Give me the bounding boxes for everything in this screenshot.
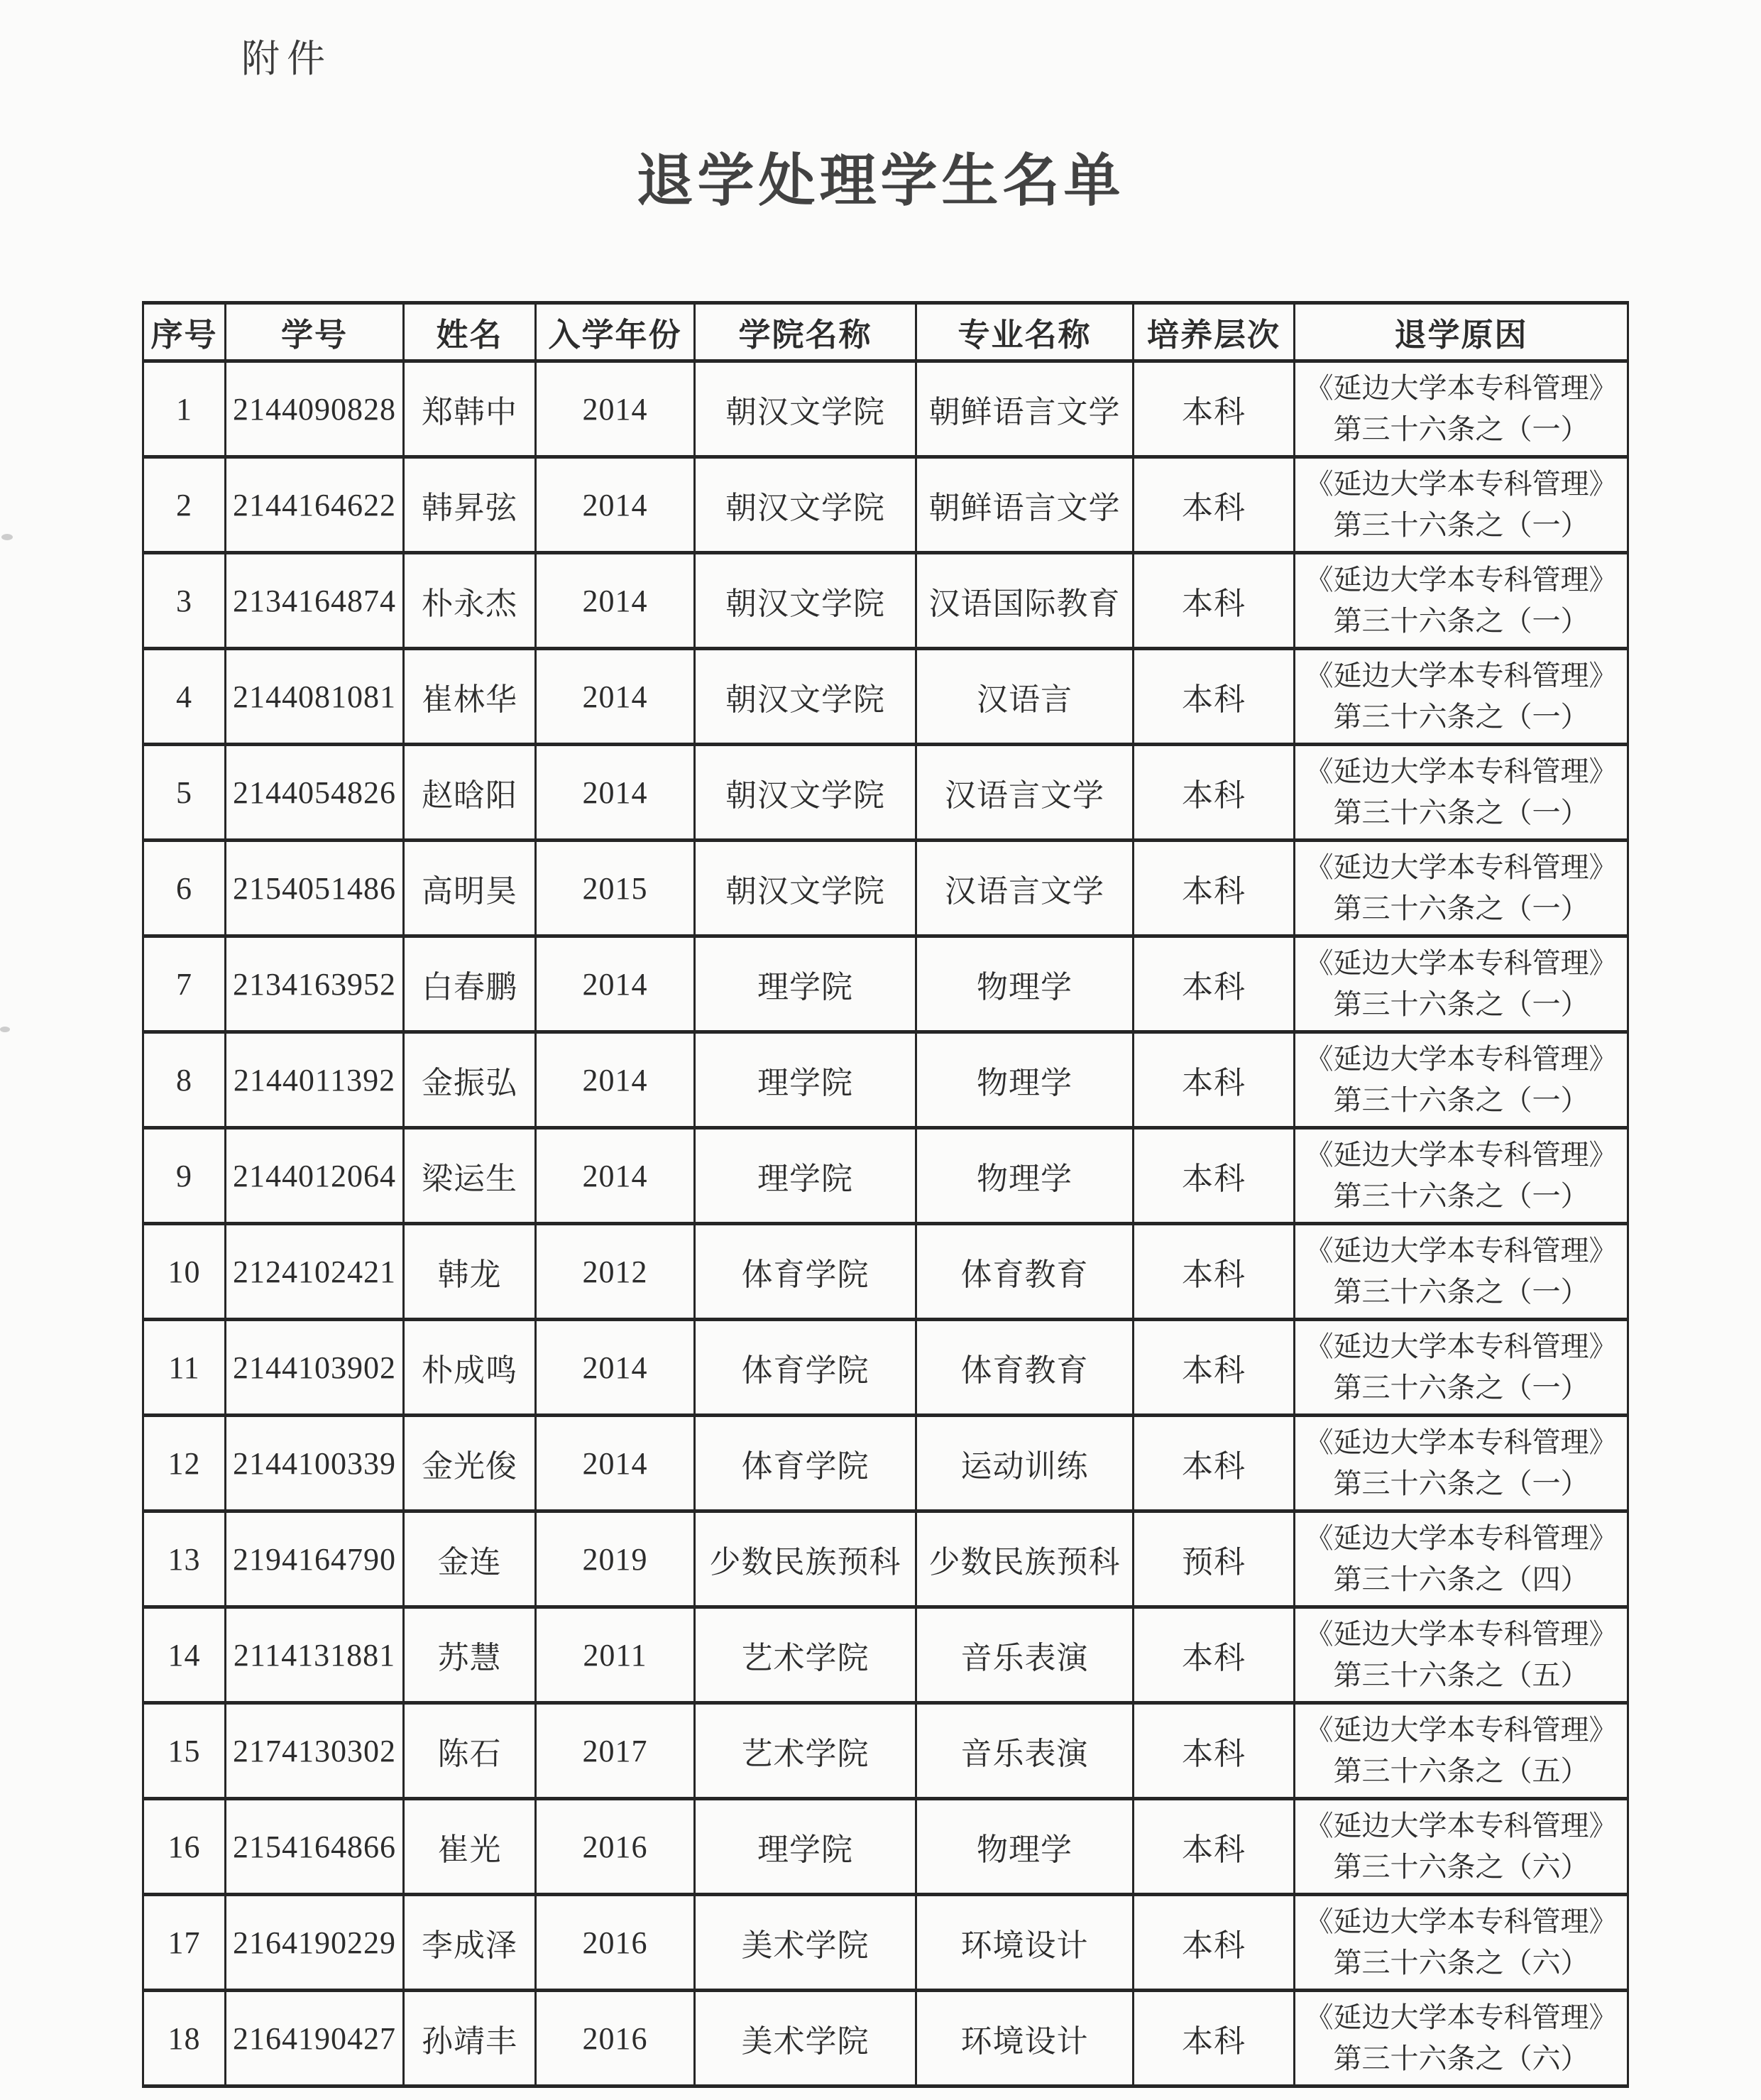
reason-line-2: 第三十六条之（一） <box>1333 892 1589 924</box>
cell-level: 本科 <box>1134 841 1295 936</box>
reason-line-2: 第三十六条之（一） <box>1333 413 1589 445</box>
reason-line-1: 《延边大学本专科管理》 <box>1305 755 1618 787</box>
cell-major: 运动训练 <box>916 1416 1134 1511</box>
cell-college: 体育学院 <box>695 1224 916 1320</box>
table-row <box>143 1511 1628 1607</box>
cell-enroll-year: 2014 <box>536 553 695 649</box>
cell-reason <box>1295 457 1628 553</box>
table-row <box>143 1320 1628 1416</box>
cell-major: 物理学 <box>916 1032 1134 1128</box>
reason-line-1: 《延边大学本专科管理》 <box>1305 1139 1618 1171</box>
cell-reason <box>1295 1224 1628 1320</box>
cell-enroll-year: 2014 <box>536 1128 695 1224</box>
cell-college: 朝汉文学院 <box>695 649 916 745</box>
cell-level: 本科 <box>1134 1320 1295 1416</box>
cell-enroll-year: 2016 <box>536 1991 695 2087</box>
cell-reason <box>1295 1703 1628 1799</box>
cell-enroll-year: 2019 <box>536 1511 695 1607</box>
cell-student-id: 2144081081 <box>226 649 404 745</box>
table-row <box>143 841 1628 936</box>
cell-index: 1 <box>143 361 226 457</box>
table-row <box>143 1128 1628 1224</box>
reason-line-1: 《延边大学本专科管理》 <box>1305 851 1618 883</box>
reason-line-2: 第三十六条之（一） <box>1333 605 1589 637</box>
cell-level: 本科 <box>1134 457 1295 553</box>
cell-student-id: 2134163952 <box>226 936 404 1032</box>
cell-name: 陈石 <box>404 1703 536 1799</box>
cell-index: 4 <box>143 649 226 745</box>
cell-index: 5 <box>143 745 226 841</box>
reason-line-1: 《延边大学本专科管理》 <box>1305 1235 1618 1267</box>
reason-line-1: 《延边大学本专科管理》 <box>1305 468 1618 500</box>
table-row <box>143 1224 1628 1320</box>
cell-student-id: 2194164790 <box>226 1511 404 1607</box>
column-header-college: 学院名称 <box>695 303 916 361</box>
cell-college: 美术学院 <box>695 1991 916 2087</box>
reason-line-1: 《延边大学本专科管理》 <box>1305 1618 1618 1650</box>
reason-line-2: 第三十六条之（一） <box>1333 701 1589 733</box>
cell-index: 11 <box>143 1320 226 1416</box>
cell-enroll-year: 2014 <box>536 457 695 553</box>
reason-line-1: 《延边大学本专科管理》 <box>1305 1043 1618 1075</box>
cell-college: 朝汉文学院 <box>695 361 916 457</box>
cell-reason <box>1295 1511 1628 1607</box>
cell-enroll-year: 2014 <box>536 1320 695 1416</box>
cell-name: 白春鹏 <box>404 936 536 1032</box>
cell-major: 体育教育 <box>916 1224 1134 1320</box>
cell-index: 10 <box>143 1224 226 1320</box>
reason-line-1: 《延边大学本专科管理》 <box>1305 1810 1618 1842</box>
cell-enroll-year: 2015 <box>536 841 695 936</box>
table-row <box>143 457 1628 553</box>
reason-line-1: 《延边大学本专科管理》 <box>1305 2001 1618 2033</box>
reason-line-1: 《延边大学本专科管理》 <box>1305 660 1618 691</box>
cell-major: 物理学 <box>916 936 1134 1032</box>
cell-index: 14 <box>143 1607 226 1703</box>
cell-college: 朝汉文学院 <box>695 745 916 841</box>
column-header-index: 序号 <box>143 303 226 361</box>
attachment-label: 附件 <box>241 38 332 80</box>
table-row <box>143 1032 1628 1128</box>
cell-level: 本科 <box>1134 1128 1295 1224</box>
cell-level: 本科 <box>1134 745 1295 841</box>
cell-index: 6 <box>143 841 226 936</box>
cell-college: 艺术学院 <box>695 1607 916 1703</box>
cell-student-id: 2144054826 <box>226 745 404 841</box>
cell-name: 金连 <box>404 1511 536 1607</box>
table-header-row <box>143 303 1628 361</box>
table-row <box>143 553 1628 649</box>
cell-index: 15 <box>143 1703 226 1799</box>
cell-student-id: 2164190229 <box>226 1895 404 1991</box>
cell-college: 美术学院 <box>695 1895 916 1991</box>
cell-student-id: 2144090828 <box>226 361 404 457</box>
page-title: 退学处理学生名单 <box>636 151 1125 213</box>
cell-level: 本科 <box>1134 1032 1295 1128</box>
cell-reason <box>1295 936 1628 1032</box>
cell-name: 崔林华 <box>404 649 536 745</box>
cell-name: 孙靖丰 <box>404 1991 536 2087</box>
cell-major: 朝鲜语言文学 <box>916 457 1134 553</box>
cell-reason <box>1295 553 1628 649</box>
column-header-student-id: 学号 <box>226 303 404 361</box>
table-row <box>143 1895 1628 1991</box>
cell-college: 理学院 <box>695 1799 916 1895</box>
cell-index: 16 <box>143 1799 226 1895</box>
cell-student-id: 2124102421 <box>226 1224 404 1320</box>
cell-enroll-year: 2011 <box>536 1607 695 1703</box>
cell-name: 高明昊 <box>404 841 536 936</box>
table-row <box>143 1703 1628 1799</box>
table-row <box>143 1607 1628 1703</box>
cell-enroll-year: 2014 <box>536 1416 695 1511</box>
reason-line-1: 《延边大学本专科管理》 <box>1305 1714 1618 1746</box>
reason-line-1: 《延边大学本专科管理》 <box>1305 372 1618 404</box>
cell-student-id: 2144164622 <box>226 457 404 553</box>
cell-index: 13 <box>143 1511 226 1607</box>
reason-line-2: 第三十六条之（五） <box>1333 1659 1589 1691</box>
cell-index: 7 <box>143 936 226 1032</box>
reason-line-1: 《延边大学本专科管理》 <box>1305 947 1618 979</box>
cell-level: 本科 <box>1134 553 1295 649</box>
cell-major: 环境设计 <box>916 1895 1134 1991</box>
reason-line-2: 第三十六条之（一） <box>1333 1372 1589 1404</box>
cell-college: 朝汉文学院 <box>695 457 916 553</box>
cell-level: 本科 <box>1134 1224 1295 1320</box>
cell-enroll-year: 2016 <box>536 1895 695 1991</box>
reason-line-2: 第三十六条之（五） <box>1333 1755 1589 1787</box>
cell-index: 2 <box>143 457 226 553</box>
cell-level: 本科 <box>1134 1991 1295 2087</box>
cell-index: 3 <box>143 553 226 649</box>
cell-college: 体育学院 <box>695 1416 916 1511</box>
cell-student-id: 2174130302 <box>226 1703 404 1799</box>
table-row <box>143 936 1628 1032</box>
cell-name: 苏慧 <box>404 1607 536 1703</box>
cell-major: 汉语言文学 <box>916 841 1134 936</box>
cell-student-id: 2134164874 <box>226 553 404 649</box>
cell-college: 理学院 <box>695 1128 916 1224</box>
cell-major: 汉语言文学 <box>916 745 1134 841</box>
reason-line-2: 第三十六条之（一） <box>1333 1276 1589 1308</box>
cell-reason <box>1295 1416 1628 1511</box>
cell-level: 本科 <box>1134 1799 1295 1895</box>
cell-reason <box>1295 1320 1628 1416</box>
reason-line-2: 第三十六条之（一） <box>1333 509 1589 541</box>
cell-index: 12 <box>143 1416 226 1511</box>
scan-artifact <box>0 1027 10 1032</box>
cell-student-id: 2144103902 <box>226 1320 404 1416</box>
cell-reason <box>1295 1128 1628 1224</box>
cell-enroll-year: 2014 <box>536 1032 695 1128</box>
cell-name: 朴永杰 <box>404 553 536 649</box>
scan-artifact <box>1 534 13 540</box>
column-header-major: 专业名称 <box>916 303 1134 361</box>
cell-enroll-year: 2014 <box>536 649 695 745</box>
cell-student-id: 2164190427 <box>226 1991 404 2087</box>
column-header-name: 姓名 <box>404 303 536 361</box>
reason-line-2: 第三十六条之（一） <box>1333 1467 1589 1499</box>
reason-line-1: 《延边大学本专科管理》 <box>1305 1330 1618 1362</box>
reason-line-1: 《延边大学本专科管理》 <box>1305 1905 1618 1937</box>
cell-college: 朝汉文学院 <box>695 841 916 936</box>
reason-line-1: 《延边大学本专科管理》 <box>1305 1522 1618 1554</box>
cell-enroll-year: 2012 <box>536 1224 695 1320</box>
cell-major: 体育教育 <box>916 1320 1134 1416</box>
cell-reason <box>1295 1607 1628 1703</box>
table-row <box>143 745 1628 841</box>
cell-major: 朝鲜语言文学 <box>916 361 1134 457</box>
cell-reason <box>1295 1895 1628 1991</box>
cell-level: 本科 <box>1134 1895 1295 1991</box>
cell-reason <box>1295 1799 1628 1895</box>
cell-name: 韩龙 <box>404 1224 536 1320</box>
cell-reason <box>1295 841 1628 936</box>
reason-line-2: 第三十六条之（六） <box>1333 1947 1589 1979</box>
cell-major: 少数民族预科 <box>916 1511 1134 1607</box>
cell-college: 艺术学院 <box>695 1703 916 1799</box>
cell-name: 朴成鸣 <box>404 1320 536 1416</box>
cell-index: 18 <box>143 1991 226 2087</box>
cell-reason <box>1295 1991 1628 2087</box>
cell-level: 本科 <box>1134 649 1295 745</box>
cell-level: 本科 <box>1134 1703 1295 1799</box>
withdrawal-student-table <box>142 301 1629 2088</box>
cell-level: 本科 <box>1134 1607 1295 1703</box>
reason-line-2: 第三十六条之（一） <box>1333 1084 1589 1116</box>
cell-major: 音乐表演 <box>916 1703 1134 1799</box>
cell-name: 李成泽 <box>404 1895 536 1991</box>
cell-major: 物理学 <box>916 1799 1134 1895</box>
cell-reason <box>1295 745 1628 841</box>
cell-enroll-year: 2014 <box>536 936 695 1032</box>
cell-name: 韩昇弦 <box>404 457 536 553</box>
cell-name: 金振弘 <box>404 1032 536 1128</box>
cell-major: 环境设计 <box>916 1991 1134 2087</box>
reason-line-2: 第三十六条之（一） <box>1333 1180 1589 1212</box>
reason-line-2: 第三十六条之（一） <box>1333 988 1589 1020</box>
reason-line-1: 《延边大学本专科管理》 <box>1305 1426 1618 1458</box>
cell-name: 赵晗阳 <box>404 745 536 841</box>
cell-level: 预科 <box>1134 1511 1295 1607</box>
reason-line-2: 第三十六条之（六） <box>1333 2042 1589 2074</box>
cell-student-id: 2144012064 <box>226 1128 404 1224</box>
cell-major: 汉语国际教育 <box>916 553 1134 649</box>
reason-line-2: 第三十六条之（四） <box>1333 1563 1589 1595</box>
cell-name: 郑韩中 <box>404 361 536 457</box>
cell-college: 少数民族预科 <box>695 1511 916 1607</box>
column-header-reason: 退学原因 <box>1295 303 1628 361</box>
reason-line-2: 第三十六条之（六） <box>1333 1851 1589 1883</box>
cell-enroll-year: 2016 <box>536 1799 695 1895</box>
cell-student-id: 2114131881 <box>226 1607 404 1703</box>
table-row <box>143 649 1628 745</box>
cell-enroll-year: 2017 <box>536 1703 695 1799</box>
cell-name: 崔光 <box>404 1799 536 1895</box>
cell-name: 金光俊 <box>404 1416 536 1511</box>
cell-reason <box>1295 1032 1628 1128</box>
table-row <box>143 1991 1628 2087</box>
cell-enroll-year: 2014 <box>536 745 695 841</box>
cell-reason <box>1295 361 1628 457</box>
cell-student-id: 2144011392 <box>226 1032 404 1128</box>
cell-student-id: 2144100339 <box>226 1416 404 1511</box>
cell-index: 17 <box>143 1895 226 1991</box>
cell-major: 汉语言 <box>916 649 1134 745</box>
cell-college: 体育学院 <box>695 1320 916 1416</box>
cell-level: 本科 <box>1134 936 1295 1032</box>
table-row <box>143 361 1628 457</box>
cell-index: 8 <box>143 1032 226 1128</box>
column-header-level: 培养层次 <box>1134 303 1295 361</box>
table-row <box>143 1416 1628 1511</box>
reason-line-2: 第三十六条之（一） <box>1333 797 1589 828</box>
cell-student-id: 2154164866 <box>226 1799 404 1895</box>
cell-reason <box>1295 649 1628 745</box>
cell-index: 9 <box>143 1128 226 1224</box>
cell-major: 音乐表演 <box>916 1607 1134 1703</box>
cell-level: 本科 <box>1134 1416 1295 1511</box>
table-row <box>143 1799 1628 1895</box>
cell-enroll-year: 2014 <box>536 361 695 457</box>
reason-line-1: 《延边大学本专科管理》 <box>1305 564 1618 596</box>
cell-major: 物理学 <box>916 1128 1134 1224</box>
cell-college: 理学院 <box>695 1032 916 1128</box>
column-header-enroll-year: 入学年份 <box>536 303 695 361</box>
cell-name: 梁运生 <box>404 1128 536 1224</box>
cell-college: 朝汉文学院 <box>695 553 916 649</box>
cell-level: 本科 <box>1134 361 1295 457</box>
cell-college: 理学院 <box>695 936 916 1032</box>
cell-student-id: 2154051486 <box>226 841 404 936</box>
